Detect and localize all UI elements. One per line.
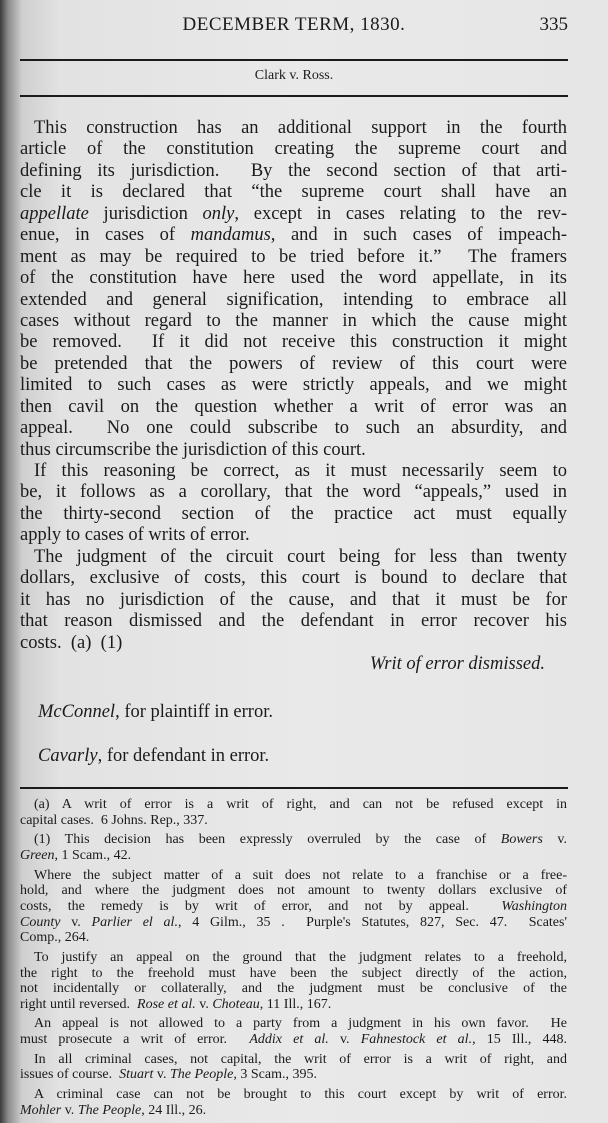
text-line <box>20 440 567 461</box>
opinion-text <box>20 118 567 675</box>
text-segment: extended and general signification, intending to embrace all <box>20 289 567 310</box>
text-segment: ment as may be required to be tried before it.” The framers <box>20 246 567 267</box>
text-segment: In all criminal cases, not capital, the writ of error is a writ of right, and <box>34 1051 567 1067</box>
italic-text: Addix et al. <box>249 1032 329 1048</box>
footnote-rule <box>20 787 568 789</box>
text-line <box>20 1087 567 1103</box>
text-segment: appeal. No one could subscribe to such an absurdity, and <box>20 418 567 439</box>
footnote <box>20 950 567 1012</box>
italic-text: Rose et al. <box>137 996 196 1012</box>
text-segment: the thirty-second section of the practice act must equally <box>20 503 567 524</box>
text-line <box>20 1032 567 1048</box>
italic-text: Stuart <box>119 1067 154 1083</box>
text-segment: v. <box>153 1067 170 1083</box>
text-segment: be, it follows as a corollary, that the word “appeals,” used in <box>20 482 567 503</box>
text-segment: jurisdiction <box>88 203 203 224</box>
page-header <box>20 14 568 44</box>
text-segment: issues of course. <box>20 1067 120 1083</box>
italic-text: Washington <box>501 898 567 914</box>
text-segment: This construction has an additional support in the fourth <box>34 118 567 138</box>
italic-text: Fahnestock et al. <box>360 1032 473 1048</box>
text-line <box>20 332 567 353</box>
header-rule-top <box>20 59 568 61</box>
italic-text: mandamus <box>190 225 271 246</box>
italic-text: Choteau <box>212 996 260 1012</box>
text-segment: v. <box>61 1102 78 1118</box>
text-segment: capital cases. 6 Johns. Rep., 337. <box>20 812 208 828</box>
text-line <box>20 482 567 503</box>
text-segment: not incidentally or collaterally, and the judgment must be conclusive of the <box>20 981 567 997</box>
footnote <box>20 797 567 828</box>
text-line <box>20 182 567 203</box>
text-line <box>20 161 567 182</box>
text-segment: be pretended that the powers of review of this court were <box>20 353 567 374</box>
counsel-name: Cavarly <box>38 746 98 766</box>
text-line <box>20 590 567 611</box>
text-line <box>20 139 567 160</box>
text-line <box>20 950 567 966</box>
text-line <box>20 633 567 654</box>
italic-text: The People <box>169 1067 234 1083</box>
text-line <box>20 930 567 946</box>
text-line <box>20 290 567 311</box>
term-title: DECEMBER TERM, 1830. <box>182 14 406 35</box>
text-segment: enue, in cases of <box>20 225 191 246</box>
text-segment: , 15 Ill., 448. <box>472 1032 567 1048</box>
text-segment: thus circumscribe the jurisdiction of this court. <box>20 439 366 460</box>
text-segment: then cavil on the question whether a writ of error was an <box>20 396 567 417</box>
text-segment: , 11 Ill., 167. <box>259 996 332 1012</box>
italic-text: The People <box>77 1102 142 1118</box>
text-line <box>20 1052 567 1068</box>
text-line <box>20 268 567 289</box>
text-segment: costs. (a) (1) <box>20 632 123 653</box>
footnotes <box>20 797 567 1123</box>
counsel-name: McConnel <box>38 702 116 722</box>
text-segment: , and in such cases of impeach- <box>270 225 567 246</box>
text-segment: A criminal case can not be brought to this court except by writ of error. <box>34 1087 567 1103</box>
italic-text: County <box>20 914 61 930</box>
text-line <box>20 525 567 546</box>
text-line <box>20 966 567 982</box>
text-line <box>20 868 567 884</box>
text-segment: cle it is declared that “the supreme court shall have an <box>20 182 567 203</box>
text-segment: , 1 Scam., 42. <box>54 847 132 863</box>
text-segment: , except in cases relating to the rev- <box>234 203 567 224</box>
text-segment: the right to the freehold must have been the subject directly of the action, <box>20 965 567 981</box>
text-line <box>20 611 567 632</box>
text-line <box>20 461 567 482</box>
text-line <box>20 997 567 1013</box>
text-line <box>20 568 567 589</box>
text-segment: v. <box>328 1032 361 1048</box>
text-segment: An appeal is not allowed to a party from a judgment in his own favor. He <box>34 1016 567 1032</box>
footnote <box>20 1016 567 1047</box>
italic-text: Writ of error dismissed. <box>369 653 545 674</box>
italic-text: appellate <box>20 203 89 224</box>
running-title: Clark v. Ross. <box>254 68 334 83</box>
text-segment: it has no jurisdiction of the cause, and that it must be for <box>20 589 567 610</box>
text-segment: of the constitution have here used the word appellate, in its <box>20 268 567 289</box>
text-segment: v. <box>60 914 92 930</box>
italic-text: Bowers <box>500 832 543 848</box>
text-line <box>20 832 567 848</box>
page-number: 335 <box>539 14 568 35</box>
text-segment: apply to cases of writs of error. <box>20 525 250 546</box>
text-line <box>20 1016 567 1032</box>
italic-text: Parlier el al. <box>91 914 178 930</box>
italic-text: only <box>202 203 235 224</box>
text-segment: (1) This decision has been expressly overruled by the case of <box>34 832 501 848</box>
text-line <box>20 118 567 139</box>
counsel-role: , for plaintiff in error. <box>115 702 273 722</box>
text-line <box>20 418 567 439</box>
text-segment: costs, the remedy is by writ of error, and not by appeal. <box>20 898 502 914</box>
text-segment: Comp., 264. <box>20 930 90 946</box>
text-line <box>20 813 567 829</box>
text-line <box>20 547 567 568</box>
counsel-plaintiff <box>38 702 273 723</box>
text-line <box>20 915 567 931</box>
text-segment: (a) A writ of error is a writ of right, and can not be refused except in <box>34 797 567 812</box>
text-line <box>20 397 567 418</box>
text-segment: Where the subject matter of a suit does not relate to a franchise or a free- <box>34 867 567 883</box>
footnote <box>20 1052 567 1083</box>
text-segment: v. <box>195 996 213 1012</box>
text-line <box>20 1103 567 1119</box>
text-segment: If this reasoning be correct, as it must necessarily seem to <box>34 461 567 481</box>
text-segment: v. <box>542 832 567 848</box>
text-line <box>20 354 567 375</box>
text-line <box>20 1067 567 1083</box>
text-line <box>20 204 567 225</box>
text-segment: , 3 Scam., 395. <box>233 1067 317 1083</box>
text-line <box>20 899 567 915</box>
text-segment: , 24 Ill., 26. <box>141 1102 207 1118</box>
text-segment: dollars, exclusive of costs, this court is bound to declare that <box>20 568 567 589</box>
text-segment: hold, and where the judgment does not amount to twenty dollars exclusive of <box>20 883 567 899</box>
text-line <box>20 225 567 246</box>
text-segment: defining its jurisdiction. By the second section of that arti- <box>20 160 567 181</box>
text-segment: The judgment of the circuit court being for less than twenty <box>34 546 567 567</box>
counsel-defendant <box>38 746 269 767</box>
text-segment: right until reversed. <box>20 996 138 1012</box>
text-line <box>20 504 567 525</box>
italic-text: Mohler <box>20 1102 62 1118</box>
text-line <box>20 883 567 899</box>
text-line <box>20 375 567 396</box>
footnote <box>20 868 567 946</box>
header-rule-bottom <box>20 95 568 97</box>
text-segment: be removed. If it did not receive this construction it might <box>20 332 567 353</box>
text-line <box>20 247 567 268</box>
footnote <box>20 832 567 863</box>
text-segment: that reason dismissed and the defendant in error recover his <box>20 611 567 632</box>
italic-text: Green <box>20 847 55 863</box>
text-line <box>20 797 567 813</box>
text-segment: cases without regard to the manner in which the cause might <box>20 310 567 331</box>
text-line <box>20 654 567 675</box>
text-segment: To justify an appeal on the ground that the judgment relates to a freehold, <box>34 949 567 965</box>
text-line <box>20 981 567 997</box>
text-segment: must prosecute a writ of error. <box>20 1032 250 1048</box>
text-segment: , 4 Gilm., 35 . Purple's Statutes, 827, Sec. 47. Scates' <box>177 914 567 930</box>
counsel-role: , for defendant in error. <box>97 746 270 766</box>
text-line <box>20 848 567 864</box>
text-line <box>20 311 567 332</box>
text-segment: limited to such cases as were strictly appeals, and we might <box>20 375 567 396</box>
text-segment: article of the constitution creating the supreme court and <box>20 139 567 160</box>
